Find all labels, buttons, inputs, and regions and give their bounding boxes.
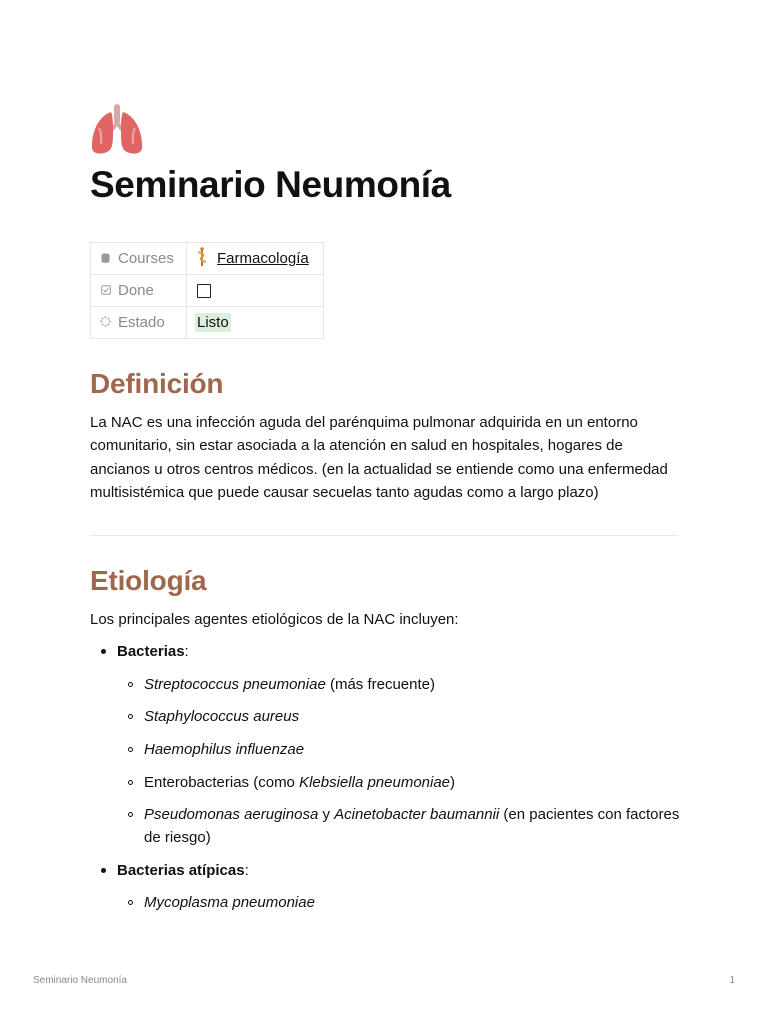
list-item: Haemophilus influenzae (144, 741, 305, 758)
property-value-estado[interactable] (187, 307, 324, 339)
property-value-courses[interactable] (187, 243, 324, 275)
checkbox-property-icon (99, 285, 112, 298)
property-row-courses (91, 243, 324, 275)
property-value-done (187, 275, 324, 307)
definicion-paragraph: La NAC es una infección aguda del parénquima pulmonar adquirida en un entorno comunitario, sin estar asociada a la atención en salud en hospitales, hogares de ancianos u otros centros médicos. (en la actualidad se entiende como una enfermedad multisistémica que puede causar secuelas tanto agudas como a largo plazo) (90, 414, 668, 501)
circle-bullet-icon (128, 812, 133, 817)
list-item: Enterobacterias (como Klebsiella pneumoniae) (144, 774, 456, 791)
page-title: Seminario Neumonía (90, 164, 451, 205)
list-item-bacterias: Bacterias: (117, 643, 189, 660)
circle-bullet-icon (128, 714, 133, 719)
circle-bullet-icon (128, 682, 133, 687)
bullet-icon (101, 868, 106, 873)
status-badge[interactable]: Listo (197, 314, 229, 331)
list-item: Streptococcus pneumoniae (más frecuente) (144, 676, 435, 693)
heading-etiologia: Etiología (90, 565, 207, 596)
footer-page-number: 1 (729, 975, 735, 986)
caduceus-icon (195, 247, 211, 271)
circle-bullet-icon (128, 747, 133, 752)
property-key-courses (91, 243, 187, 275)
footer-doc-title: Seminario Neumonía (33, 975, 127, 986)
property-row-estado (91, 307, 324, 339)
database-icon (99, 253, 112, 266)
bullet-icon (101, 649, 106, 654)
etiologia-intro: Los principales agentes etiológicos de la NAC incluyen: (90, 611, 459, 628)
property-key-label: Estado (118, 314, 165, 331)
heading-definicion: Definición (90, 368, 224, 399)
list-item: Mycoplasma pneumoniae (144, 894, 315, 911)
list-item-bacterias-atipicas: Bacterias atípicas: (117, 862, 249, 879)
divider (90, 535, 678, 536)
property-key-done (91, 275, 187, 307)
property-key-estado (91, 307, 187, 339)
done-checkbox[interactable] (197, 284, 211, 298)
course-link[interactable]: Farmacología (217, 249, 309, 267)
property-key-label: Courses (118, 250, 174, 267)
lungs-icon (90, 104, 144, 156)
list-item: Staphylococcus aureus (144, 708, 300, 725)
property-key-label: Done (118, 282, 154, 299)
list-item: Pseudomonas aeruginosa y Acinetobacter baumannii (en pacientes con factores de riesgo) (144, 806, 680, 846)
properties-table (90, 242, 324, 339)
property-row-done (91, 275, 324, 307)
status-loader-icon (99, 316, 112, 330)
circle-bullet-icon (128, 900, 133, 905)
circle-bullet-icon (128, 780, 133, 785)
